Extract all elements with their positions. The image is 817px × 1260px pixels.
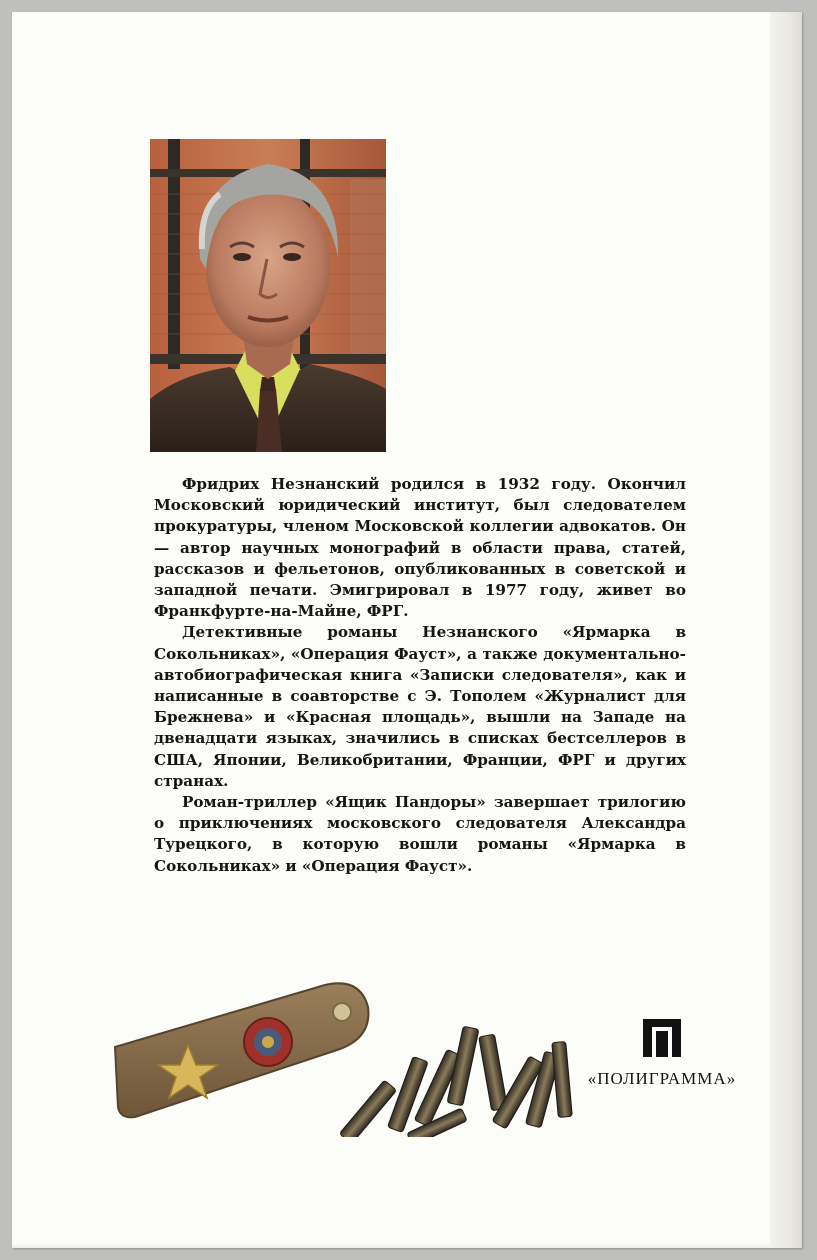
bio-paragraph: Фридрих Незнанский родился в 1932 году. Окончил Московский юридический институт, был следователем прокуратуры, членом Московской коллегии адвокатов. Он — автор научных монографий в области права, статей, рассказов и фельетонов, опубликованных в советской и западной печати. Эмигрировал в 1977 году, живет во Франкфурте-на-Майне, ФРГ. [154, 475, 686, 621]
author-biography [154, 474, 686, 877]
bio-paragraph: Детективные романы Незнанского «Ярмарка в Сокольниках», «Операция Фауст», а также документально-автобиографическая книга «Записки следователя», как и написанные в соавторстве с Э. Тополем «Журналист для Брежнева» и «Красная площадь», вышли на Западе на двенадцати языках, значились в списках бестселлеров в США, Японии, Великобритании, Франции, ФРГ и других странах. [154, 623, 686, 790]
book-back-cover [12, 12, 802, 1248]
bio-paragraph: Роман-триллер «Ящик Пандоры» завершает трилогию о приключениях московского следователя Александра Турецкого, в которую вошли романы «Ярмарка в Сокольниках» и «Операция Фауст». [154, 793, 686, 875]
publisher-logo [564, 1017, 760, 1089]
shoulder-strap-icon [115, 983, 368, 1117]
publisher-name: «ПОЛИГРАММА» [587, 1069, 737, 1088]
polygramma-logo-icon [641, 1017, 683, 1059]
shoulder-strap-and-cartridges-illustration [110, 967, 580, 1137]
cover-edge [770, 12, 802, 1248]
cartridges-icon [339, 1026, 572, 1137]
author-photo [150, 139, 386, 452]
